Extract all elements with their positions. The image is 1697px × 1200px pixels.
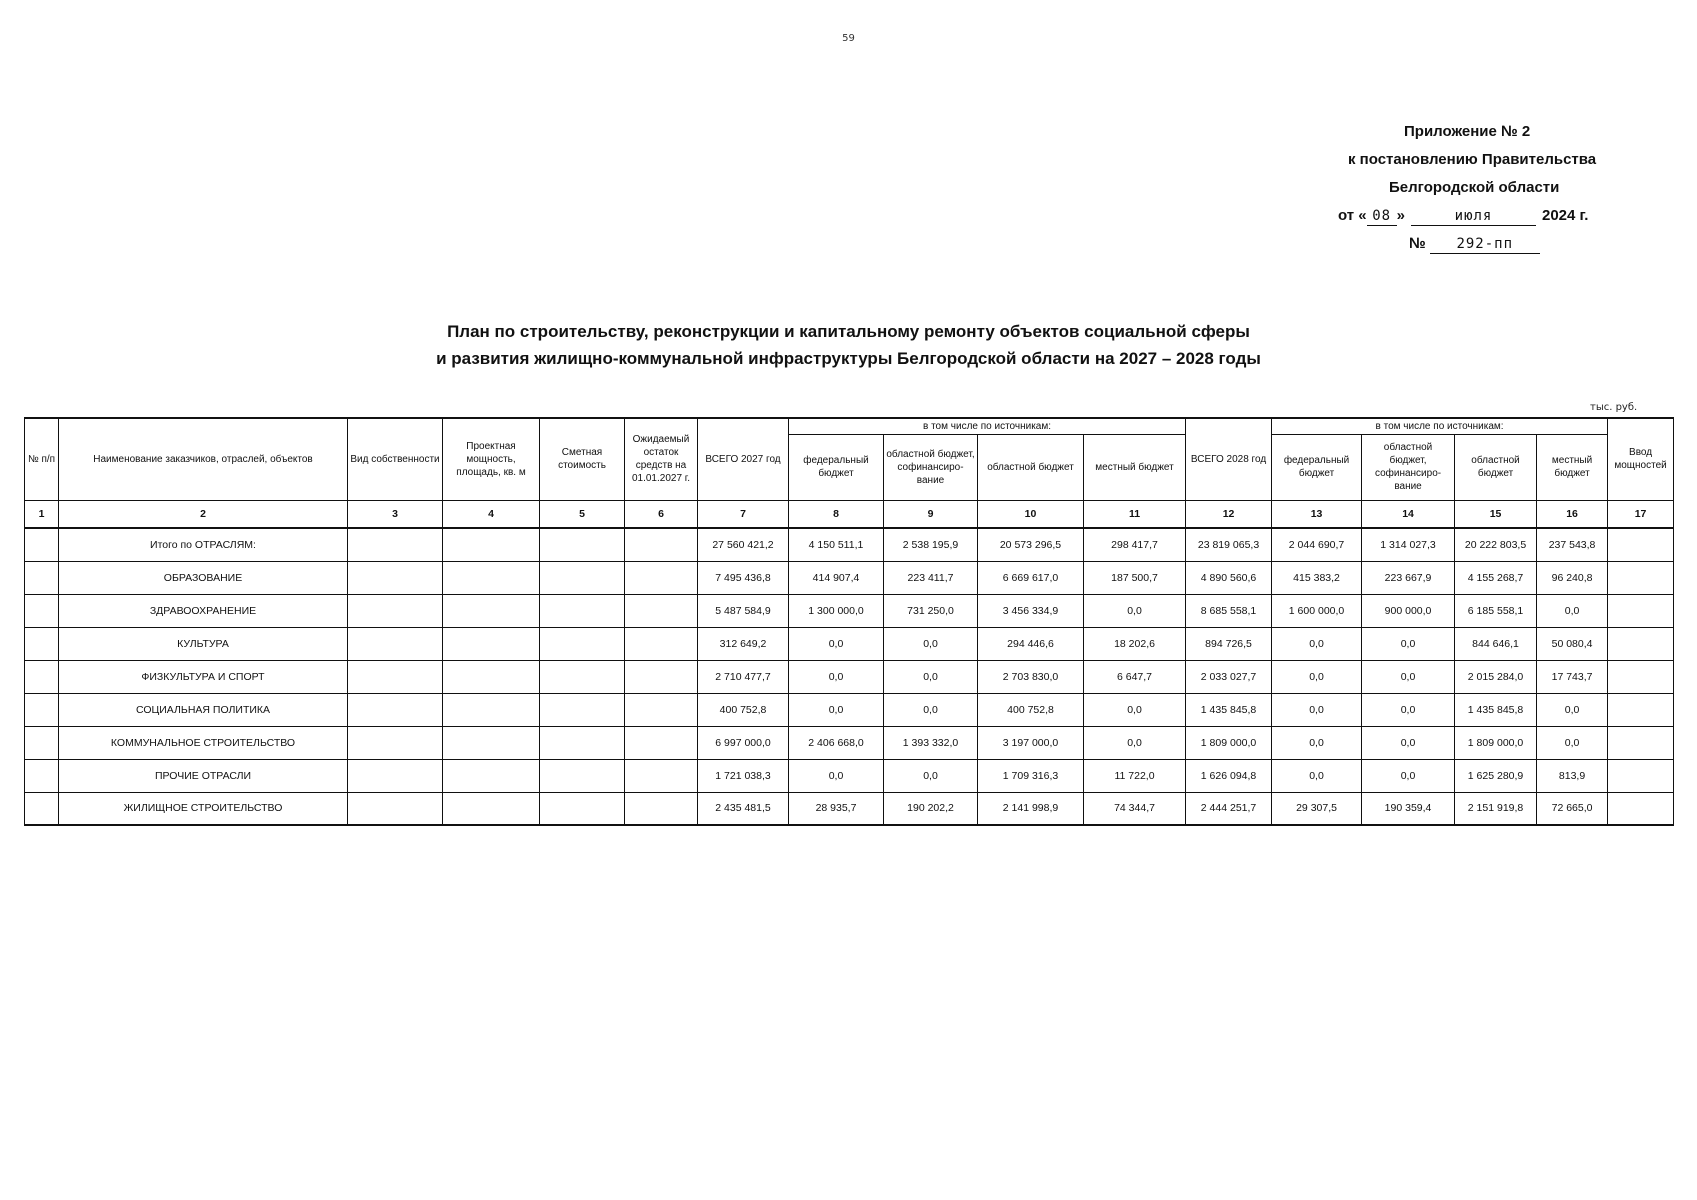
cell-value: 4 890 560,6 [1186, 561, 1272, 594]
appendix-date [1334, 202, 1634, 230]
cell-num [25, 660, 59, 693]
column-number: 5 [540, 500, 625, 528]
cell-value: 731 250,0 [884, 594, 978, 627]
document-title-line-2: и развития жилищно-коммунальной инфраструктуры Белгородской области на 2027 – 2028 годы [436, 349, 1261, 368]
cell-value: 18 202,6 [1084, 627, 1186, 660]
cell-estimate [540, 627, 625, 660]
header-federal-2027: федеральный бюджет [789, 434, 884, 500]
cell-value: 8 685 558,1 [1186, 594, 1272, 627]
cell-ownership [348, 792, 443, 825]
column-number: 1 [25, 500, 59, 528]
cell-value: 0,0 [1362, 660, 1455, 693]
cell-value: 1 626 094,8 [1186, 759, 1272, 792]
date-day: 08 [1367, 207, 1397, 226]
cell-remainder [625, 528, 698, 561]
cell-value: 2 435 481,5 [698, 792, 789, 825]
cell-value: 894 726,5 [1186, 627, 1272, 660]
cell-value: 1 300 000,0 [789, 594, 884, 627]
cell-value: 400 752,8 [698, 693, 789, 726]
cell-remainder [625, 627, 698, 660]
cell-name: СОЦИАЛЬНАЯ ПОЛИТИКА [59, 693, 348, 726]
cell-commissioning [1608, 759, 1674, 792]
column-number: 12 [1186, 500, 1272, 528]
cell-num [25, 726, 59, 759]
table-row [25, 792, 1674, 825]
header-sources-2027: в том числе по источникам: [789, 418, 1186, 434]
table-row [25, 627, 1674, 660]
cell-value: 2 538 195,9 [884, 528, 978, 561]
cell-value: 223 667,9 [1362, 561, 1455, 594]
cell-value: 0,0 [789, 759, 884, 792]
cell-value: 0,0 [884, 660, 978, 693]
cell-value: 0,0 [1084, 726, 1186, 759]
cell-value: 1 709 316,3 [978, 759, 1084, 792]
header-federal-2028: федеральный бюджет [1272, 434, 1362, 500]
cell-value: 0,0 [789, 627, 884, 660]
cell-value: 7 495 436,8 [698, 561, 789, 594]
cell-value: 813,9 [1537, 759, 1608, 792]
cell-value: 0,0 [1272, 759, 1362, 792]
table-row [25, 528, 1674, 561]
cell-value: 2 703 830,0 [978, 660, 1084, 693]
table-row [25, 660, 1674, 693]
cell-value: 0,0 [1084, 594, 1186, 627]
cell-estimate [540, 693, 625, 726]
cell-ownership [348, 561, 443, 594]
cell-value: 223 411,7 [884, 561, 978, 594]
cell-value: 23 819 065,3 [1186, 528, 1272, 561]
cell-value: 187 500,7 [1084, 561, 1186, 594]
cell-ownership [348, 693, 443, 726]
date-prefix: от « [1338, 207, 1367, 224]
header-name: Наименование заказчиков, отраслей, объектов [59, 418, 348, 500]
cell-value: 2 151 919,8 [1455, 792, 1537, 825]
header-local-2028: местный бюджет [1537, 434, 1608, 500]
cell-value: 0,0 [884, 627, 978, 660]
plan-table-body [25, 528, 1674, 825]
cell-remainder [625, 660, 698, 693]
cell-value: 0,0 [1084, 693, 1186, 726]
date-month: июля [1411, 207, 1536, 226]
column-number: 16 [1537, 500, 1608, 528]
cell-value: 1 600 000,0 [1272, 594, 1362, 627]
cell-estimate [540, 660, 625, 693]
cell-capacity [443, 792, 540, 825]
table-row [25, 726, 1674, 759]
cell-num [25, 528, 59, 561]
cell-value: 190 202,2 [884, 792, 978, 825]
cell-name: ЖИЛИЩНОЕ СТРОИТЕЛЬСТВО [59, 792, 348, 825]
header-row-1 [25, 418, 1674, 434]
date-year: 2024 г. [1542, 207, 1589, 224]
header-remainder: Ожидаемый остаток средств на 01.01.2027 г. [625, 418, 698, 500]
cell-value: 312 649,2 [698, 627, 789, 660]
cell-value: 0,0 [1537, 726, 1608, 759]
cell-value: 4 150 511,1 [789, 528, 884, 561]
cell-remainder [625, 792, 698, 825]
cell-value: 0,0 [1272, 693, 1362, 726]
cell-commissioning [1608, 528, 1674, 561]
cell-remainder [625, 561, 698, 594]
header-sources-2028: в том числе по источникам: [1272, 418, 1608, 434]
cell-value: 2 141 998,9 [978, 792, 1084, 825]
cell-name: ОБРАЗОВАНИЕ [59, 561, 348, 594]
column-number: 4 [443, 500, 540, 528]
cell-value: 0,0 [1362, 726, 1455, 759]
cell-commissioning [1608, 627, 1674, 660]
cell-capacity [443, 693, 540, 726]
cell-value: 0,0 [884, 759, 978, 792]
cell-capacity [443, 759, 540, 792]
column-number: 2 [59, 500, 348, 528]
cell-ownership [348, 594, 443, 627]
header-local-2027: местный бюджет [1084, 434, 1186, 500]
cell-value: 20 222 803,5 [1455, 528, 1537, 561]
cell-remainder [625, 594, 698, 627]
cell-value: 844 646,1 [1455, 627, 1537, 660]
cell-estimate [540, 594, 625, 627]
number-prefix: № [1409, 235, 1426, 252]
cell-num [25, 594, 59, 627]
cell-remainder [625, 693, 698, 726]
cell-value: 29 307,5 [1272, 792, 1362, 825]
cell-num [25, 693, 59, 726]
cell-value: 5 487 584,9 [698, 594, 789, 627]
plan-table [24, 417, 1674, 826]
column-number: 3 [348, 500, 443, 528]
date-mid: » [1396, 207, 1405, 224]
cell-value: 17 743,7 [1537, 660, 1608, 693]
cell-value: 400 752,8 [978, 693, 1084, 726]
cell-capacity [443, 528, 540, 561]
column-number: 13 [1272, 500, 1362, 528]
cell-value: 1 314 027,3 [1362, 528, 1455, 561]
cell-ownership [348, 759, 443, 792]
appendix-title: Приложение № 2 [1404, 123, 1531, 140]
column-numbers-row [25, 500, 1674, 528]
cell-remainder [625, 726, 698, 759]
cell-value: 2 033 027,7 [1186, 660, 1272, 693]
header-total-2027: ВСЕГО 2027 год [698, 418, 789, 500]
cell-value: 0,0 [1362, 627, 1455, 660]
cell-value: 4 155 268,7 [1455, 561, 1537, 594]
cell-commissioning [1608, 660, 1674, 693]
cell-estimate [540, 528, 625, 561]
document-title-line-1: План по строительству, реконструкции и капитальному ремонту объектов социальной сферы [447, 322, 1250, 341]
header-num: № п/п [25, 418, 59, 500]
header-ownership: Вид собственности [348, 418, 443, 500]
cell-value: 6 185 558,1 [1455, 594, 1537, 627]
cell-num [25, 759, 59, 792]
cell-ownership [348, 726, 443, 759]
cell-capacity [443, 561, 540, 594]
cell-ownership [348, 627, 443, 660]
column-number: 10 [978, 500, 1084, 528]
cell-value: 237 543,8 [1537, 528, 1608, 561]
cell-value: 298 417,7 [1084, 528, 1186, 561]
cell-value: 0,0 [1362, 759, 1455, 792]
header-regional-2028: областной бюджет [1455, 434, 1537, 500]
cell-value: 72 665,0 [1537, 792, 1608, 825]
cell-value: 3 197 000,0 [978, 726, 1084, 759]
header-total-2028: ВСЕГО 2028 год [1186, 418, 1272, 500]
cell-capacity [443, 627, 540, 660]
cell-capacity [443, 660, 540, 693]
cell-value: 294 446,6 [978, 627, 1084, 660]
cell-value: 6 669 617,0 [978, 561, 1084, 594]
number-value: 292-пп [1430, 235, 1540, 254]
header-cofin-2027: областной бюджет, софинансиро-вание [884, 434, 978, 500]
column-number: 11 [1084, 500, 1186, 528]
cell-name: Итого по ОТРАСЛЯМ: [59, 528, 348, 561]
cell-value: 0,0 [1272, 726, 1362, 759]
cell-value: 27 560 421,2 [698, 528, 789, 561]
column-number: 15 [1455, 500, 1537, 528]
column-number: 14 [1362, 500, 1455, 528]
cell-value: 0,0 [1272, 627, 1362, 660]
cell-value: 74 344,7 [1084, 792, 1186, 825]
cell-value: 1 435 845,8 [1455, 693, 1537, 726]
cell-value: 2 015 284,0 [1455, 660, 1537, 693]
cell-value: 0,0 [1272, 660, 1362, 693]
cell-value: 0,0 [1537, 693, 1608, 726]
cell-commissioning [1608, 561, 1674, 594]
appendix-resolution: к постановлению Правительства [1348, 151, 1597, 168]
cell-value: 1 809 000,0 [1455, 726, 1537, 759]
table-row [25, 561, 1674, 594]
cell-value: 1 809 000,0 [1186, 726, 1272, 759]
page-number: 59 [842, 33, 855, 44]
cell-value: 1 393 332,0 [884, 726, 978, 759]
cell-commissioning [1608, 792, 1674, 825]
cell-value: 415 383,2 [1272, 561, 1362, 594]
cell-estimate [540, 726, 625, 759]
cell-value: 1 721 038,3 [698, 759, 789, 792]
cell-ownership [348, 660, 443, 693]
cell-num [25, 792, 59, 825]
cell-value: 28 935,7 [789, 792, 884, 825]
cell-estimate [540, 759, 625, 792]
appendix-number [1334, 230, 1634, 258]
column-number: 8 [789, 500, 884, 528]
column-number: 6 [625, 500, 698, 528]
cell-value: 900 000,0 [1362, 594, 1455, 627]
cell-value: 6 647,7 [1084, 660, 1186, 693]
cell-name: ПРОЧИЕ ОТРАСЛИ [59, 759, 348, 792]
cell-value: 50 080,4 [1537, 627, 1608, 660]
cell-commissioning [1608, 726, 1674, 759]
header-capacity: Проектная мощность, площадь, кв. м [443, 418, 540, 500]
cell-value: 20 573 296,5 [978, 528, 1084, 561]
cell-capacity [443, 726, 540, 759]
table-row [25, 693, 1674, 726]
document-title [0, 318, 1697, 372]
column-number: 17 [1608, 500, 1674, 528]
cell-value: 0,0 [789, 660, 884, 693]
header-estimate: Сметная стоимость [540, 418, 625, 500]
header-cofin-2028: областной бюджет, софинансиро-вание [1362, 434, 1455, 500]
cell-value: 0,0 [1537, 594, 1608, 627]
cell-value: 2 044 690,7 [1272, 528, 1362, 561]
cell-value: 1 435 845,8 [1186, 693, 1272, 726]
cell-estimate [540, 561, 625, 594]
cell-value: 0,0 [1362, 693, 1455, 726]
units-label: тыс. руб. [1590, 402, 1638, 413]
cell-estimate [540, 792, 625, 825]
cell-value: 2 406 668,0 [789, 726, 884, 759]
column-number: 7 [698, 500, 789, 528]
cell-value: 3 456 334,9 [978, 594, 1084, 627]
cell-value: 11 722,0 [1084, 759, 1186, 792]
table-row [25, 594, 1674, 627]
appendix-block [1334, 118, 1634, 258]
cell-num [25, 627, 59, 660]
cell-value: 2 444 251,7 [1186, 792, 1272, 825]
cell-value: 2 710 477,7 [698, 660, 789, 693]
cell-name: КУЛЬТУРА [59, 627, 348, 660]
cell-value: 96 240,8 [1537, 561, 1608, 594]
cell-num [25, 561, 59, 594]
cell-value: 1 625 280,9 [1455, 759, 1537, 792]
cell-value: 190 359,4 [1362, 792, 1455, 825]
cell-commissioning [1608, 594, 1674, 627]
cell-value: 6 997 000,0 [698, 726, 789, 759]
cell-name: ЗДРАВООХРАНЕНИЕ [59, 594, 348, 627]
header-regional-2027: областной бюджет [978, 434, 1084, 500]
cell-value: 0,0 [789, 693, 884, 726]
cell-name: ФИЗКУЛЬТУРА И СПОРТ [59, 660, 348, 693]
cell-name: КОММУНАЛЬНОЕ СТРОИТЕЛЬСТВО [59, 726, 348, 759]
cell-ownership [348, 528, 443, 561]
column-number: 9 [884, 500, 978, 528]
header-commissioning: Ввод мощностей [1608, 418, 1674, 500]
appendix-region: Белгородской области [1389, 179, 1560, 196]
cell-value: 414 907,4 [789, 561, 884, 594]
cell-capacity [443, 594, 540, 627]
cell-value: 0,0 [884, 693, 978, 726]
cell-remainder [625, 759, 698, 792]
cell-commissioning [1608, 693, 1674, 726]
table-row [25, 759, 1674, 792]
